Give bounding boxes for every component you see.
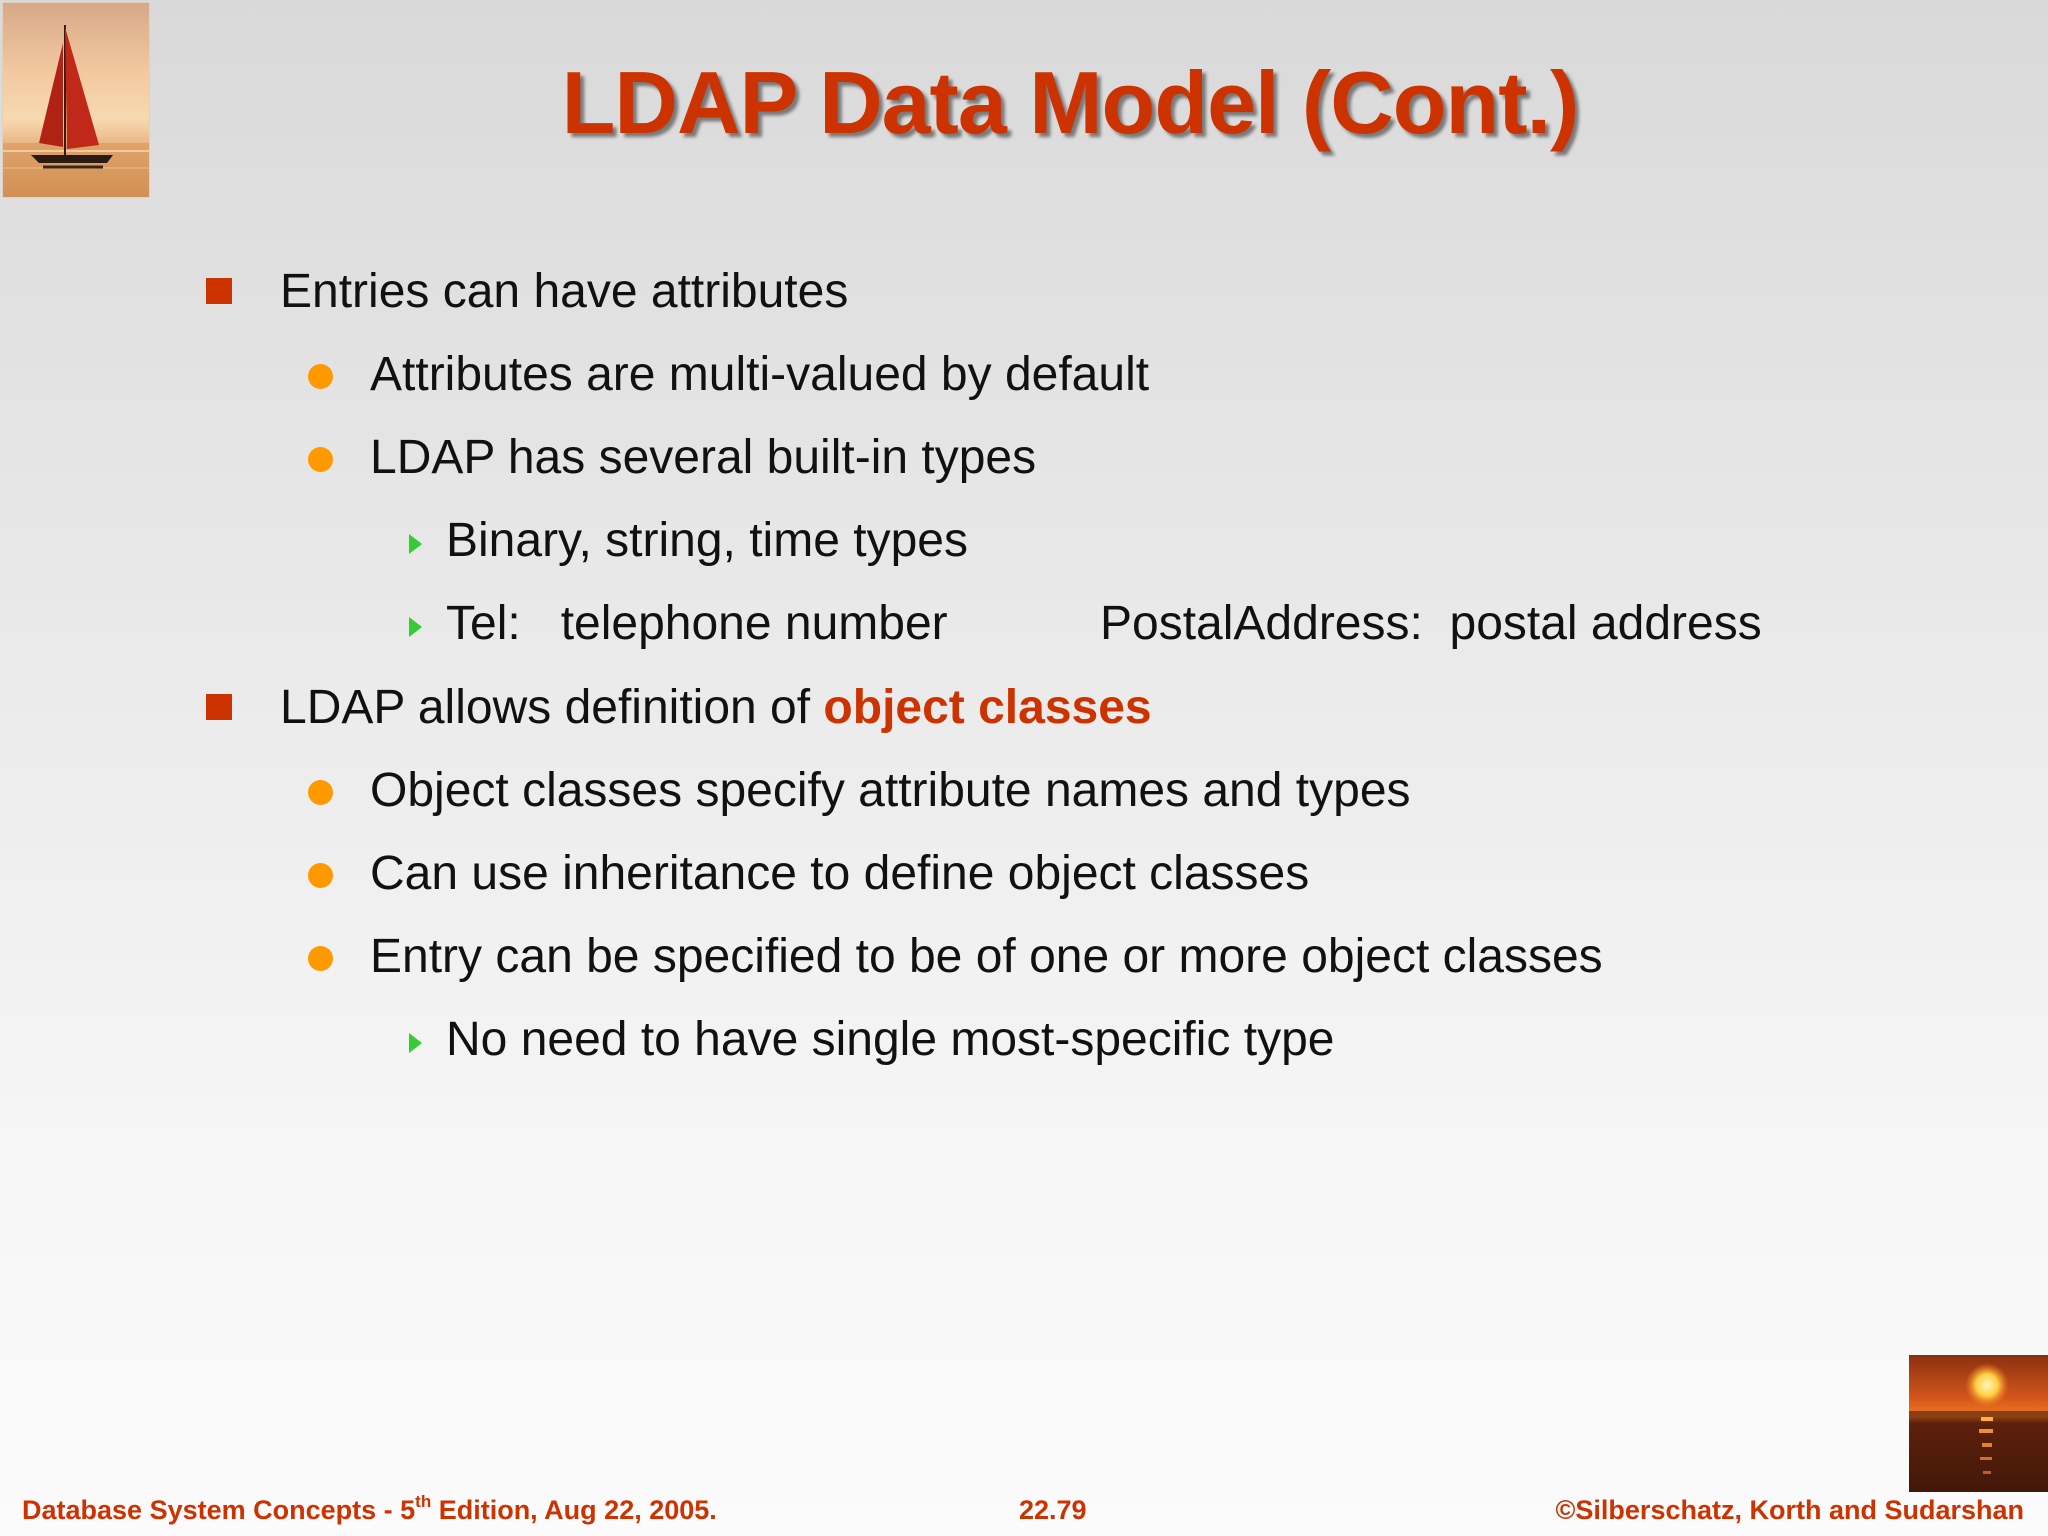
triangle-bullet-icon bbox=[409, 617, 422, 637]
bullet-item: Entries can have attributes bbox=[280, 265, 849, 318]
square-bullet-icon bbox=[206, 278, 232, 304]
dot-bullet-icon bbox=[308, 946, 333, 971]
dot-bullet-icon bbox=[308, 863, 333, 888]
dot-bullet-icon bbox=[308, 447, 333, 472]
bullet-item: Binary, string, time types bbox=[446, 514, 968, 567]
footer-left bbox=[22, 1492, 717, 1528]
bullet-item: Can use inheritance to define object classes bbox=[370, 847, 1310, 900]
bullet-item-text: LDAP allows definition of bbox=[280, 681, 824, 734]
bullet-item-secondary: PostalAddress: postal address bbox=[1100, 597, 1762, 650]
sunset-icon bbox=[1909, 1355, 2048, 1492]
bullet-item: No need to have single most-specific type bbox=[446, 1013, 1335, 1066]
footer-edition-date: Edition, Aug 22, 2005. bbox=[431, 1495, 717, 1525]
bullet-item: Object classes specify attribute names and types bbox=[370, 764, 1411, 817]
dot-bullet-icon bbox=[308, 780, 333, 805]
footer-copyright: ©Silberschatz, Korth and Sudarshan bbox=[1555, 1495, 2024, 1525]
bullet-item: Attributes are multi-valued by default bbox=[370, 348, 1150, 401]
footer-page-number: 22.79 bbox=[1019, 1495, 1087, 1525]
square-bullet-icon bbox=[206, 694, 232, 720]
bullet-item: Tel: telephone number bbox=[446, 597, 948, 650]
bullet-item: Entry can be specified to be of one or more object classes bbox=[370, 930, 1603, 983]
slide-title: LDAP Data Model (Cont.) bbox=[561, 53, 1579, 152]
bullet-item bbox=[280, 680, 1152, 736]
bullet-item: LDAP has several built-in types bbox=[370, 431, 1037, 484]
triangle-bullet-icon bbox=[409, 1033, 422, 1053]
footer-edition-sup: th bbox=[415, 1492, 432, 1511]
sailboat-logo-icon bbox=[2, 2, 150, 198]
highlight-object-classes: object classes bbox=[823, 681, 1152, 734]
dot-bullet-icon bbox=[308, 364, 333, 389]
footer-book-title: Database System Concepts - 5 bbox=[22, 1495, 416, 1525]
triangle-bullet-icon bbox=[409, 534, 422, 554]
